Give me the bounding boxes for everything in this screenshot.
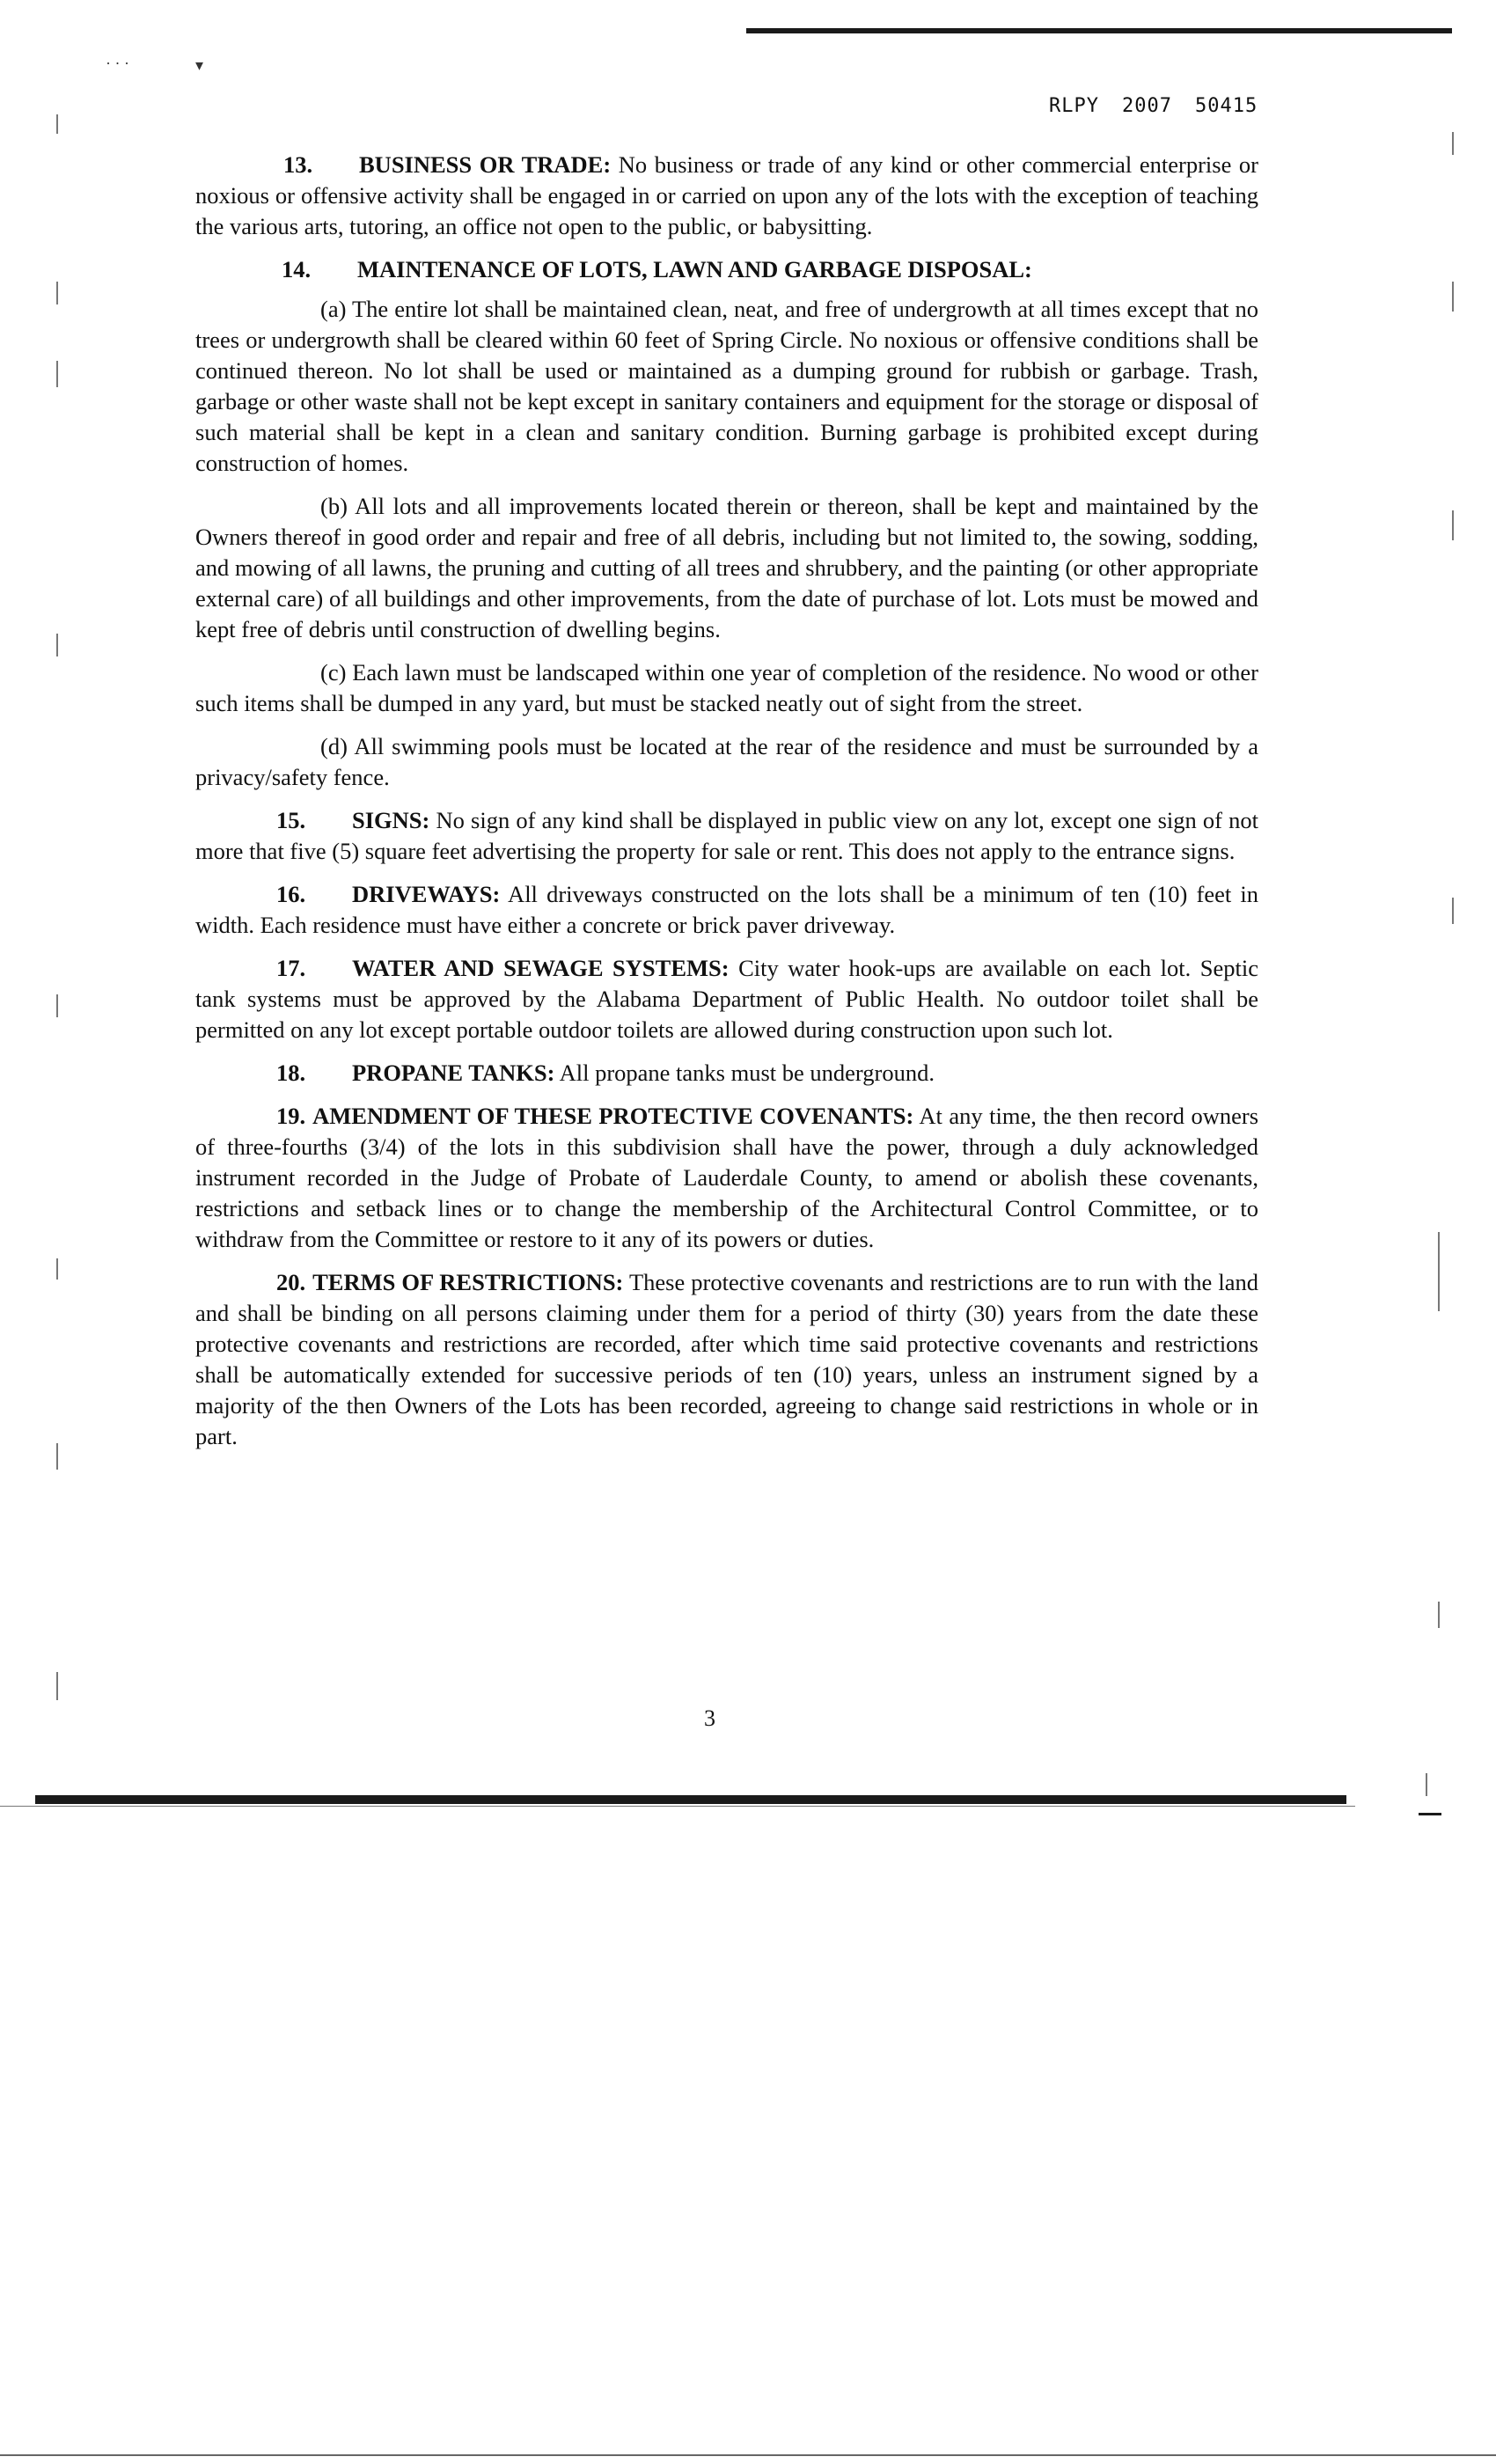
section-title: PROPANE TANKS: [352,1060,555,1086]
section-13 [195,150,1258,242]
section-14a: (a) The entire lot shall be maintained clean, neat, and free of undergrowth at all times except that no trees or undergrowth shall be cleared within 60 feet of Spring Circle. No noxious or offensive conditions shall be continued thereon. No lot shall be used or maintained as a dumping ground for rubbish or garbage. Trash, garbage or other waste shall not be kept except in sanitary containers and equipment for the storage or disposal of such material shall be kept in a clean and sanitary condition. Burning garbage is prohibited except during construction of homes. [195,296,1258,476]
section-14c: (c) Each lawn must be landscaped within one year of completion of the residence. No wood or other such items shall be dumped in any yard, but must be stacked neatly out of sight from the street. [195,659,1258,716]
section-text: At any time, the then record owners of three-fourths (3/4) of the lots in this subdivision shall have the power, through a duly acknowledged instrument recorded in the Judge of Probate of Lauderdale County, to amend or abolish these covenants, restrictions and setback lines or to change the membership of the Architectural Control Committee, or to withdraw from the Committee or restore to it any of its powers or duties. [195,1103,1259,1252]
margin-mark [56,282,58,304]
margin-mark [56,994,58,1017]
section-20 [195,1267,1258,1452]
record-number [1049,95,1258,117]
top-rule [746,28,1452,33]
section-17 [195,953,1258,1045]
margin-mark [56,361,58,387]
section-text: City water hook-ups are available on each lot. Septic tank systems must be approved by the Alabama Department of Public Health. No outdoor toilet shall be permitted on any lot except portable outdoor toilets are allowed during construction upon such lot. [195,955,1258,1043]
margin-mark [1452,510,1454,540]
margin-mark [1452,898,1454,924]
section-18 [195,1058,1258,1089]
section-number: 17. [276,955,306,981]
margin-mark [1438,1602,1440,1628]
margin-mark [1452,132,1454,155]
record-id: 50415 [1194,95,1258,117]
margin-mark [1426,1773,1427,1796]
section-title: TERMS OF RESTRICTIONS: [312,1269,624,1295]
section-14d: (d) All swimming pools must be located at the rear of the residence and must be surrounded by a privacy/safety fence. [195,733,1258,790]
section-15 [195,805,1258,867]
page-number: 3 [704,1705,715,1731]
section-text: No sign of any kind shall be displayed in public view on any lot, except one sign of not more that five (5) square feet advertising the property for sale or rent. This does not apply to the entrance signs. [195,807,1258,864]
section-title: WATER AND SEWAGE SYSTEMS: [352,955,730,981]
section-text: No business or trade of any kind or other commercial enterprise or noxious or offensive activity shall be engaged in or carried on upon any of the lots with the exception of teaching the various arts, tutoring, an office not open to the public, or babysitting. [195,151,1258,239]
section-text: These protective covenants and restrictions are to run with the land and shall be binding on all persons claiming under them for a period of thirty (30) years from the date these protective covenants and restrictions are recorded, after which time said protective covenants and restrictions shall be automatically extended for successive periods of ten (10) years, unless an instrument signed by a majority of the then Owners of the Lots has been recorded, agreeing to change said restrictions in whole or in part. [195,1269,1258,1449]
scan-speck: · · · [106,55,129,72]
section-16 [195,879,1258,941]
bottom-rule-tick [1419,1813,1441,1815]
page-edge-rule [0,2454,1496,2456]
section-text: All propane tanks must be underground. [554,1060,935,1086]
section-14-heading [195,254,1258,285]
section-number: 16. [276,881,306,907]
section-14b: (b) All lots and all improvements located therein or thereon, shall be kept and maintained by the Owners thereof in good order and repair and free of all debris, including but not limited to, the sowing, sodding, and mowing of all lawns, the pruning and cutting of all trees and shrubbery, and the painting (or other appropriate external care) of all buildings and other improvements, from the date of purchase of lot. Lots must be mowed and kept free of debris until construction of dwelling begins. [195,493,1258,642]
section-number: 14. [282,256,312,282]
bottom-rule [35,1795,1346,1804]
margin-mark [56,1258,58,1280]
record-prefix: RLPY [1049,95,1099,117]
scan-speck: ▾ [195,56,204,74]
section-title: AMENDMENT OF THESE PROTECTIVE COVENANTS: [312,1103,914,1129]
section-number: 20. [276,1269,306,1295]
margin-mark [56,1672,58,1700]
section-19 [195,1101,1258,1255]
section-title: SIGNS: [352,807,430,833]
section-title: BUSINESS OR TRADE: [359,151,612,178]
margin-mark [56,1443,58,1470]
margin-mark [1438,1232,1440,1311]
section-number: 15. [276,807,306,833]
document-body [195,150,1258,1464]
section-text: All driveways constructed on the lots shall be a minimum of ten (10) feet in width. Each residence must have either a concrete or brick paver driveway. [195,881,1258,938]
section-title: MAINTENANCE OF LOTS, LAWN AND GARBAGE DISPOSAL: [357,256,1032,282]
bottom-rule-thin [0,1806,1355,1807]
section-number: 18. [276,1060,306,1086]
section-number: 19. [276,1103,306,1129]
margin-mark [1452,282,1454,312]
section-title: DRIVEWAYS: [352,881,501,907]
margin-mark [56,114,58,134]
margin-mark [56,634,58,656]
record-year: 2007 [1121,95,1172,117]
section-number: 13. [283,151,313,178]
